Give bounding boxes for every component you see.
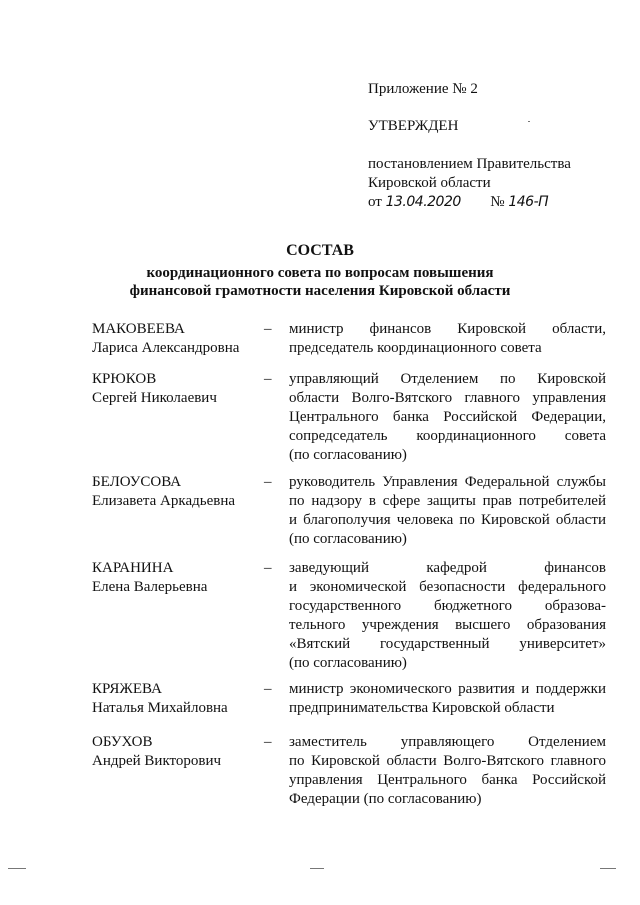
appendix-label: Приложение № 2 xyxy=(368,81,478,97)
title-sub-line-1: координационного совета по вопросам повышения xyxy=(146,265,494,281)
decree-line-1: постановлением Правительства xyxy=(368,156,571,172)
member-given-name: Елена Валерьевна xyxy=(92,579,208,595)
title-sub-line-2: финансовой грамотности населения Кировской области xyxy=(129,283,511,299)
member-surname: КАРАНИНА xyxy=(92,560,174,576)
member-role xyxy=(289,320,606,358)
member-name xyxy=(92,370,262,408)
number-prefix: № xyxy=(490,194,505,210)
member-given-name: Лариса Александровна xyxy=(92,340,240,356)
role-line: тельного учреждения высшего образования xyxy=(289,617,606,633)
dash-separator: – xyxy=(264,321,272,337)
role-line: и благополучия человека по Кировской области xyxy=(289,512,606,528)
member-surname: ОБУХОВ xyxy=(92,734,153,750)
role-line: государственного бюджетного образова- xyxy=(289,598,606,614)
member-role xyxy=(289,370,606,465)
member-surname: КРЮКОВ xyxy=(92,371,157,387)
member-given-name: Елизавета Аркадьевна xyxy=(92,493,236,509)
approval-block xyxy=(368,80,618,212)
scan-speck xyxy=(528,121,530,122)
member-surname: БЕЛОУСОВА xyxy=(92,474,182,490)
decree-line-2: Кировской области xyxy=(368,175,491,191)
role-line: заведующий кафедрой финансов xyxy=(289,560,606,576)
role-line: руководитель Управления Федеральной службы xyxy=(289,474,606,490)
member-name xyxy=(92,733,262,771)
role-line: (по согласованию) xyxy=(289,531,407,547)
member-given-name: Сергей Николаевич xyxy=(92,390,217,406)
member-name xyxy=(92,320,262,358)
role-line: области Волго-Вятского главного управления xyxy=(289,390,606,406)
role-line: (по согласованию) xyxy=(289,447,407,463)
role-line: председатель координационного совета xyxy=(289,340,542,356)
member-role xyxy=(289,559,606,673)
title-main: СОСТАВ xyxy=(286,242,354,259)
member-role xyxy=(289,473,606,549)
member-role xyxy=(289,733,606,809)
decree-number: 146-П xyxy=(508,194,549,210)
role-line: Центрального банка Российской Федерации, xyxy=(289,409,606,425)
dash-separator: – xyxy=(264,560,272,576)
dash-separator: – xyxy=(264,474,272,490)
member-name xyxy=(92,680,262,718)
date-prefix: от xyxy=(368,194,382,210)
role-line: по Кировской области Волго-Вятского главного xyxy=(289,753,606,769)
decree-date: 13.04.2020 xyxy=(385,194,461,210)
scan-speck xyxy=(8,868,26,869)
role-line: (по согласованию) xyxy=(289,655,407,671)
dash-separator: – xyxy=(264,681,272,697)
role-line: «Вятский государственный университет» xyxy=(289,636,606,652)
document-title xyxy=(0,241,640,300)
member-given-name: Андрей Викторович xyxy=(92,753,222,769)
member-surname: МАКОВЕЕВА xyxy=(92,321,185,337)
role-line: Федерации (по согласованию) xyxy=(289,791,482,807)
dash-separator: – xyxy=(264,734,272,750)
member-given-name: Наталья Михайловна xyxy=(92,700,228,716)
member-name xyxy=(92,559,262,597)
role-line: министр финансов Кировской области, xyxy=(289,321,606,337)
member-role xyxy=(289,680,606,718)
role-line: управляющий Отделением по Кировской xyxy=(289,371,606,387)
approved-label: УТВЕРЖДЕН xyxy=(368,118,459,134)
role-line: заместитель управляющего Отделением xyxy=(289,734,606,750)
role-line: министр экономического развития и поддержки xyxy=(289,681,606,697)
dash-separator: – xyxy=(264,371,272,387)
role-line: предпринимательства Кировской области xyxy=(289,700,555,716)
role-line: по надзору в сфере защиты прав потребителей xyxy=(289,493,606,509)
role-line: и экономической безопасности федерального xyxy=(289,579,606,595)
scan-speck xyxy=(600,868,616,869)
role-line: сопредседатель координационного совета xyxy=(289,428,606,444)
role-line: управления Центрального банка Российской xyxy=(289,772,606,788)
member-surname: КРЯЖЕВА xyxy=(92,681,162,697)
decree-date-line xyxy=(368,193,618,212)
scan-speck xyxy=(310,868,324,869)
member-name xyxy=(92,473,262,511)
